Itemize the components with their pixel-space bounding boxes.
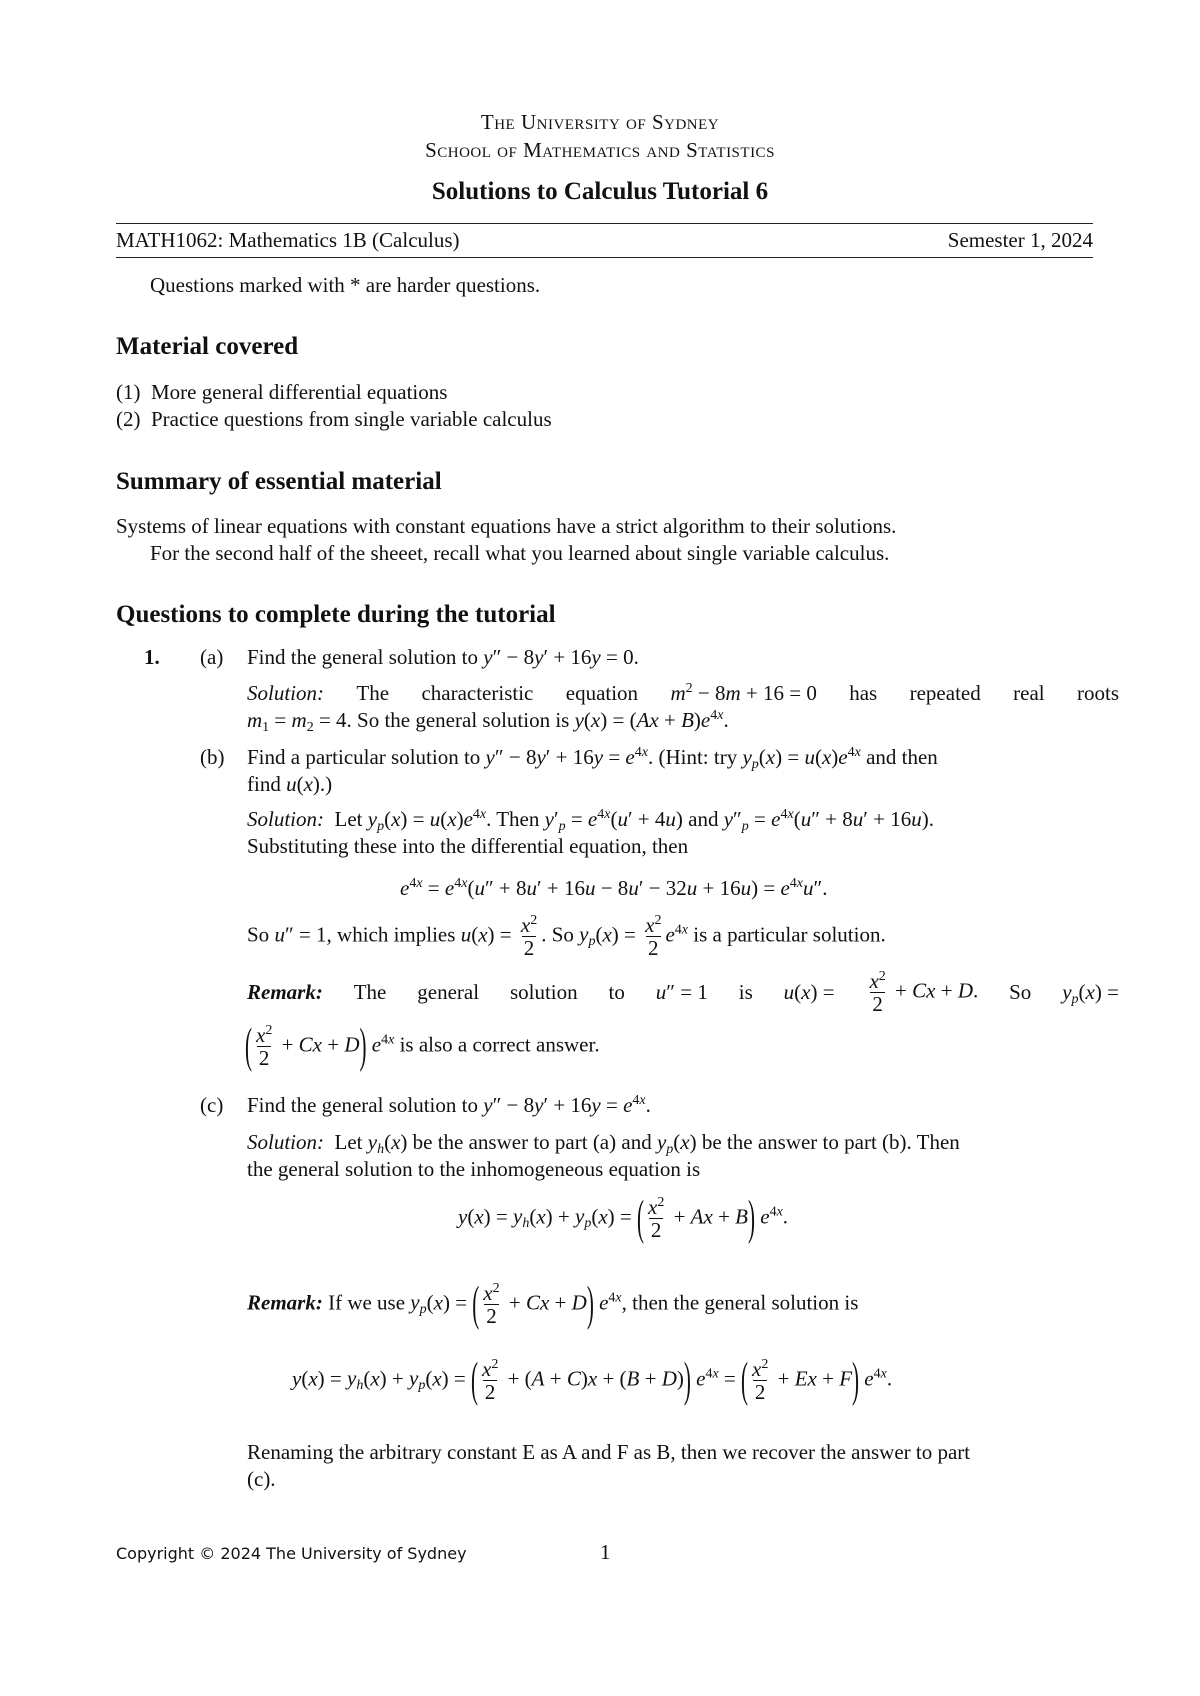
page-number: 1 <box>600 1540 611 1564</box>
questions-heading: Questions to complete during the tutorial <box>116 601 556 628</box>
part-c-solution-line-1: Solution: Let $y_h(x)$ be the answer to part (a) and $y_p(x)$ be the answer to part (b). Then <box>247 1130 960 1157</box>
part-b-remark-line-1: Remark: The general solution to u″ = 1 is u(x) = $\frac{x^2}{2}$ + Cx + D. So $y_p(x)$ = <box>247 969 1119 1017</box>
remark-label: Remark: <box>247 980 323 1005</box>
header-rule-top <box>116 223 1093 224</box>
university-name: The University of Sydney <box>480 110 720 134</box>
question-number: 1. <box>144 645 160 669</box>
copyright-footer: Copyright © 2024 The University of Sydney <box>116 1544 467 1563</box>
part-c-final-line-2: (c). <box>247 1467 276 1491</box>
part-c-remark-line: Remark: If we use $y_p(x)$ = ( $\frac{x^2}{2}$ + Cx + D) $e^{4x}$, then the general solution is <box>247 1275 859 1331</box>
course-code: MATH1062: Mathematics 1B (Calculus) <box>116 228 460 252</box>
part-c-remark-display-equation: $y(x) = y_h(x) + y_p(x)$ = ( $\frac{x^2}{2}$ + (A + C)x + (B + D)) $e^{4x}$ = ( $\frac{x^2}{2}$ + Ex + F) $e^{4x}$. <box>292 1351 893 1407</box>
part-b-remark-line-2: ( $\frac{x^2}{2}$ + Cx + D) $e^{4x}$ is also a correct answer. <box>245 1017 600 1073</box>
part-b-question-line-1: Find a particular solution to $y'' - 8y' + 16y = e^{4x}$. (Hint: try $y_p(x) = u(x)e^{4x}$ and then <box>247 745 938 772</box>
school-name: School of Mathematics and Statistics <box>425 138 775 162</box>
part-c-display-equation: $y(x) = y_h(x) + y_p(x)$ = ( $\frac{x^2}{2}$ + Ax + B) $e^{4x}$. <box>458 1189 789 1245</box>
summary-line-1: Systems of linear equations with constant equations have a strict algorithm to their solutions. <box>116 514 897 538</box>
remark-label: Remark: <box>247 1290 323 1315</box>
solution-label: Solution: <box>247 681 324 705</box>
material-heading: Material covered <box>116 333 299 360</box>
part-c-question: Find the general solution to $y'' - 8y' + 16y = e^{4x}$. <box>247 1093 651 1117</box>
document-title: Solutions to Calculus Tutorial 6 <box>431 178 769 205</box>
intro-note: Questions marked with * are harder questions. <box>150 273 541 297</box>
part-a-solution-line-2: $m_1 = m_2 = 4$. So the general solution is $y(x) = (Ax + B)e^{4x}$. <box>247 708 729 735</box>
summary-line-2: For the second half of the sheeet, recall what you learned about single variable calculus. <box>150 541 890 565</box>
part-b-solution-line-1: Solution: Let $y_p(x) = u(x)e^{4x}$. Then $y'_p = e^{4x}(u' + 4u)$ and $y''_p = e^{4x}(u'' + 8u' + 16u)$. <box>247 807 934 834</box>
part-c-label: (c) <box>200 1093 224 1117</box>
part-b-question-line-2: find u(x).) <box>247 772 333 796</box>
part-b-solution-line-2: Substituting these into the differential equation, then <box>247 834 689 858</box>
material-item: (1) More general differential equations <box>116 380 448 404</box>
part-b-display-equation: $e^{4x} = e^{4x}(u'' + 8u' + 16u - 8u' - 32u + 16u) = e^{4x}u''$. <box>400 876 828 900</box>
summary-heading: Summary of essential material <box>116 468 442 495</box>
part-a-question: Find the general solution to y″ − 8y′ + 16y = 0. <box>247 645 639 669</box>
part-b-solution-line-3: So u″ = 1, which implies u(x) = $\frac{x^2}{2}$ . So $y_p(x)$ = $\frac{x^2}{2}$ $e^{4x}$ is a particular solution. <box>247 913 886 961</box>
part-a-solution-line-1: Solution: The characteristic equation $m^2 - 8m + 16 = 0$ has repeated real roots <box>247 681 1119 705</box>
semester-label: Semester 1, 2024 <box>947 228 1093 252</box>
solution-label: Solution: <box>247 807 324 831</box>
part-b-label: (b) <box>200 745 225 769</box>
part-c-solution-line-2: the general solution to the inhomogeneous equation is <box>247 1157 701 1181</box>
part-a-label: (a) <box>200 645 224 669</box>
part-c-final-line-1: Renaming the arbitrary constant E as A and F as B, then we recover the answer to part <box>247 1440 971 1464</box>
solution-label: Solution: <box>247 1130 324 1154</box>
material-item: (2) Practice questions from single variable calculus <box>116 407 552 431</box>
header-rule-bottom <box>116 257 1093 258</box>
